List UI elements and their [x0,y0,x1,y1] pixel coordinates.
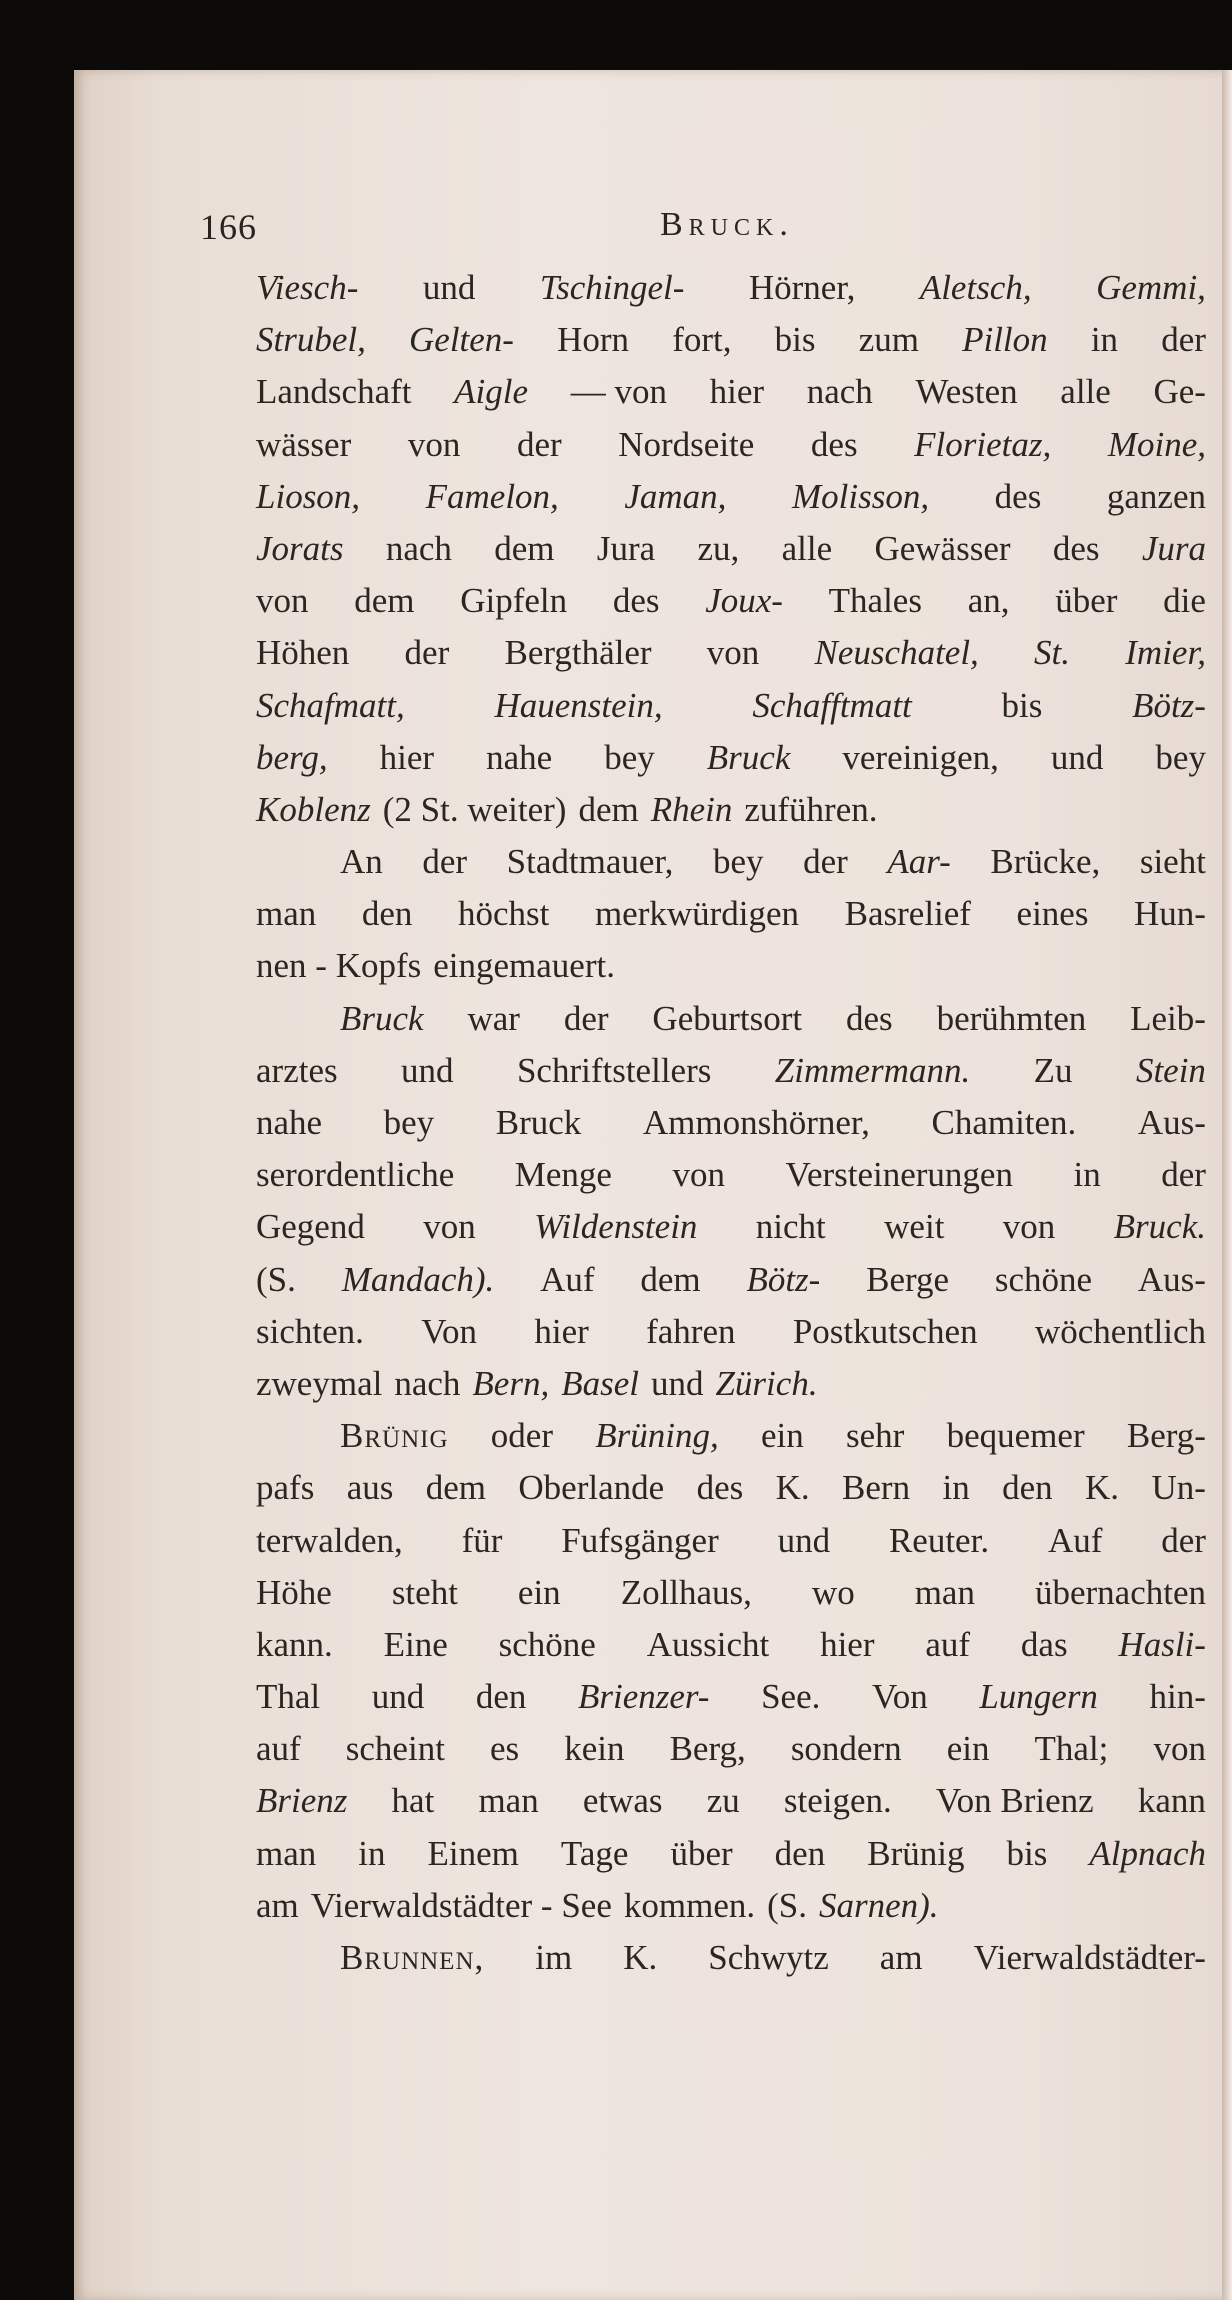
text-word: Florietaz, [914,424,1052,464]
text-word: Un- [1151,1468,1206,1508]
text-word: auf [256,1729,301,1769]
text-word: dem [494,528,555,568]
text-word: bis [1006,1833,1048,1873]
text-word: bey [712,842,764,882]
text-word: sieht [1139,842,1206,882]
text-word: dem [578,789,639,829]
text-word: den [475,1677,527,1717]
text-word: scheint [345,1729,445,1769]
text-word: dem [354,581,415,621]
text-word: der [1161,1520,1206,1560]
text-word: des [612,581,660,621]
text-word: Zollhaus, [620,1572,752,1612]
text-word: Bern, [472,1363,550,1403]
text-word: für [461,1520,503,1560]
text-word: K. [623,1938,658,1977]
text-word: Stein [1135,1050,1206,1090]
text-word: Von [871,1677,928,1717]
text-word: Sarnen). [818,1885,939,1925]
text-word: Wildenstein [534,1207,698,1247]
text-line [256,419,1206,471]
text-word: Gewässer [874,528,1011,568]
text-word: kein [564,1729,625,1769]
text-word: Jorats [256,528,344,568]
text-word: Neuschatel, [814,633,979,673]
text-word: Brienzer- [577,1677,710,1717]
text-word: eines [1016,894,1089,934]
text-word: fahren [646,1311,736,1351]
text-word: Menge [514,1155,612,1195]
text-word: (S. [767,1885,807,1925]
text-word: eingemauert. [433,946,615,986]
text-word: Pillon [962,320,1048,360]
text-word: ein [761,1416,804,1456]
text-word: dem [640,1259,701,1299]
text-word: steigen. [783,1781,892,1821]
text-word: Auf [1047,1520,1103,1560]
text-word: Aar- [887,842,951,882]
text-word: zu [706,1781,740,1821]
text-word: See. [761,1677,821,1717]
text-word: alle [1060,372,1111,412]
text-line [256,1671,1206,1723]
page-number: 166 [200,207,257,247]
text-line [256,471,1206,523]
text-word: Von [421,1311,477,1351]
text-word: von [423,1207,476,1247]
text-word: bequemer [946,1416,1085,1456]
text-line [256,732,1206,784]
text-word: der [1161,320,1206,360]
text-word: Brienz [256,1781,348,1821]
text-line [256,1515,1206,1567]
text-line [256,1097,1206,1149]
text-word: steht [391,1572,458,1612]
text-line [256,1358,1206,1410]
text-word: der [563,998,609,1038]
text-word: Vierwaldstädter - See [310,1885,612,1925]
text-word: hier [534,1311,589,1351]
text-word: Leib- [1130,998,1206,1038]
text-line [256,888,1206,940]
running-head: Bruck. [660,206,794,243]
text-word: der [422,842,468,882]
text-word: bey [1155,737,1206,777]
text-word: man [914,1572,975,1612]
text-word: des [846,998,893,1038]
text-word: berg, [256,737,328,777]
text-word: des [696,1468,744,1508]
text-word: der [404,633,450,673]
text-word: Brünig [340,1416,449,1456]
text-word: in [1090,320,1119,360]
text-word: Zimmermann. [774,1050,971,1090]
text-word: in [942,1468,970,1508]
text-word: Thales [828,581,922,621]
text-line [256,1254,1206,1306]
text-word: Nordseite [618,424,755,464]
text-word: Chamiten. [931,1103,1077,1142]
text-word: Hauenstein, [494,685,663,725]
text-line [256,1149,1206,1201]
text-word: Aus- [1137,1259,1206,1299]
text-word: Gemmi, [1096,268,1206,307]
text-word: Hasli- [1118,1624,1206,1664]
text-word: den [1002,1468,1053,1508]
text-word: Geburtsort [652,998,803,1038]
text-word: Bötz- [1132,685,1206,725]
text-word: hin- [1149,1677,1206,1717]
text-word: Schwytz [708,1938,829,1977]
text-word: hier [709,372,765,412]
text-line [256,366,1206,418]
text-word: zu, [697,528,740,568]
text-word: kann [1137,1781,1206,1821]
text-word: K. [775,1468,810,1508]
text-line [256,1306,1206,1358]
text-word: nahe [486,737,553,777]
text-word: dem [425,1468,487,1508]
text-word: — von [570,372,667,412]
text-word: höchst [457,894,550,934]
text-word: arztes [256,1050,338,1090]
text-word: (2 St. weiter) [382,789,567,829]
text-word: und [777,1520,831,1560]
text-word: von [706,633,760,673]
text-word: Aussicht [646,1624,770,1664]
text-word: schöne [498,1624,596,1664]
text-word: Westen [915,372,1018,412]
text-line [256,1775,1206,1827]
text-word: Bern [842,1468,911,1508]
page-edge [1222,70,1232,2300]
text-word: Bergthäler [504,633,652,673]
text-line [256,1410,1206,1462]
text-word: der [516,424,562,464]
text-word: und [1050,737,1104,777]
text-word: Joux- [705,581,783,621]
text-word: Imier, [1125,633,1206,673]
text-word: sondern [790,1729,902,1769]
text-word: pafs [256,1468,315,1508]
text-word: wo [811,1572,855,1612]
text-word: fort, [672,320,732,360]
body-text [256,262,1206,1984]
text-word: den [774,1833,826,1873]
text-word: Horn [557,320,630,360]
text-line [256,1201,1206,1253]
text-word: bis [1001,685,1043,725]
text-word: das [1020,1624,1068,1664]
text-line [256,523,1206,575]
text-line [256,627,1206,679]
text-word: Bruck. [1113,1207,1206,1247]
text-word: Berg, [669,1729,746,1769]
text-word: kann. [256,1624,333,1664]
text-word: Zürich. [715,1363,818,1403]
text-word: Brunnen, [340,1938,485,1977]
text-word: Basrelief [844,894,971,934]
text-word: Aigle [454,372,529,412]
text-word: nach [806,372,873,412]
text-word: des [994,476,1042,516]
text-word: von [407,424,461,464]
text-word: von [1002,1207,1056,1247]
text-word: Bruck [495,1103,582,1142]
text-word: Einem [427,1833,519,1873]
text-word: Versteinerungen [785,1155,1013,1195]
text-line [256,940,1206,992]
text-word: aus [346,1468,394,1508]
text-word: bis [774,320,816,360]
text-word: oder [490,1416,553,1456]
text-word: Eine [383,1624,448,1664]
text-word: Postkutschen [792,1311,978,1351]
text-word: sichten. [256,1311,364,1351]
text-word: vereinigen, [842,737,999,777]
text-word: merkwürdigen [594,894,800,934]
text-word: über [1055,581,1118,621]
text-word: Berg- [1126,1416,1206,1456]
text-line [256,1462,1206,1514]
text-word: wässer [256,424,352,464]
text-word: Tschingel- [539,268,685,307]
text-word: schöne [994,1259,1093,1299]
text-line [256,575,1206,627]
text-word: des [1052,528,1100,568]
text-word: ein [517,1572,561,1612]
text-line [256,1828,1206,1880]
text-word: von [256,581,309,621]
text-line [256,993,1206,1045]
text-word: Brünig [867,1833,965,1873]
text-word: berühmten [936,998,1087,1038]
text-word: An [340,842,383,882]
text-word: von [672,1155,726,1195]
text-line [256,1567,1206,1619]
text-word: Zu [1033,1050,1073,1090]
text-word: Vierwaldstädter- [973,1938,1206,1977]
text-word: nen - Kopfs [256,946,422,986]
text-word: Hörner, [748,268,856,307]
text-word: und [650,1363,704,1403]
text-word: hier [820,1624,875,1664]
text-word: ganzen [1106,476,1206,516]
text-word: der [1161,1155,1206,1195]
text-word: nach [394,1363,461,1403]
text-word: Mandach). [341,1259,495,1299]
text-word: Hun- [1134,894,1206,934]
text-word: alle [781,528,833,568]
text-word: Reuter. [888,1520,990,1560]
text-word: Rhein [650,789,733,829]
text-word: Oberlande [518,1468,665,1508]
text-word: und [422,268,476,307]
text-word: und [401,1050,454,1090]
text-word: hier [379,737,435,777]
text-word: Fufsgänger [561,1520,719,1560]
text-word: hat [391,1781,435,1821]
text-word: Schriftstellers [516,1050,712,1090]
text-word: weit [884,1207,945,1247]
text-word: Von Brienz [935,1781,1094,1821]
text-word: im [535,1938,573,1977]
text-word: nahe [256,1103,323,1142]
text-word: wöchentlich [1034,1311,1206,1351]
text-word: Bruck [340,998,424,1038]
text-word: Lungern [979,1677,1098,1717]
text-word: nach [385,528,452,568]
text-word: in [1073,1155,1101,1195]
text-word: Jura [596,528,656,568]
text-word: über [670,1833,733,1873]
text-word: an, [967,581,1010,621]
text-word: Bötz- [746,1259,821,1299]
text-word: Auf [540,1259,595,1299]
text-line [256,1880,1206,1932]
text-word: Alpnach [1089,1833,1206,1873]
text-word: Ammonshörner, [642,1103,870,1142]
text-word: man [256,894,317,934]
text-line [256,836,1206,888]
text-word: Höhe [256,1572,332,1612]
text-word: Berge [866,1259,950,1299]
text-word: Jura [1141,528,1206,568]
text-line [256,314,1206,366]
text-word: ein [946,1729,990,1769]
text-word: am [879,1938,923,1977]
text-word: Schafftmatt [752,685,912,725]
text-word: sehr [846,1416,905,1456]
text-word: Höhen [256,633,350,673]
text-word: Ge- [1153,372,1206,412]
text-word: übernachten [1034,1572,1206,1612]
text-word: die [1163,581,1206,621]
text-line [256,1723,1206,1775]
text-word: es [490,1729,520,1769]
text-word: und [371,1677,425,1717]
text-word: K. [1085,1468,1120,1508]
text-word: Aletsch, [919,268,1032,307]
text-word: Schafmatt, [256,685,405,725]
text-word: bey [383,1103,435,1142]
text-word: Strubel, [256,320,366,360]
text-word: man [478,1781,539,1821]
text-word: zweymal [256,1363,383,1403]
text-word: Lioson, [256,476,361,516]
text-word: bey [604,737,655,777]
text-line [256,262,1206,314]
text-line [256,680,1206,732]
text-word: am [256,1885,299,1925]
text-word: Gelten- [409,320,514,360]
text-word: auf [925,1624,971,1664]
text-word: Tage [560,1833,629,1873]
text-word: kommen. [623,1885,756,1925]
text-word: des [810,424,858,464]
text-word: Moine, [1107,424,1206,464]
text-word: Brüning, [595,1416,719,1456]
text-word: Gipfeln [460,581,568,621]
text-word: Koblenz [256,789,371,829]
text-word: Famelon, [425,476,559,516]
text-word: den [361,894,413,934]
text-word: Brücke, [990,842,1101,882]
text-word: zum [858,320,919,360]
text-word: Molisson, [791,476,930,516]
text-word: Viesch- [256,268,359,307]
text-word: zuführen. [744,789,878,829]
page-header [200,126,1200,247]
text-word: Thal; [1034,1729,1109,1769]
text-line [256,1932,1206,1984]
text-line [256,1045,1206,1097]
text-word: von [1153,1729,1206,1769]
text-word: in [358,1833,386,1873]
text-word: Stadtmauer, [506,842,674,882]
text-line [256,1619,1206,1671]
text-word: Gegend [256,1207,365,1247]
text-word: nicht [755,1207,826,1247]
text-word: Bruck [706,737,791,777]
text-word: Jaman, [624,476,727,516]
text-word: St. [1034,633,1071,673]
text-word: war [467,998,520,1038]
text-word: (S. [256,1259,296,1299]
text-word: terwalden, [256,1520,403,1560]
text-word: der [803,842,848,882]
text-word: Landschaft [256,372,412,412]
text-word: serordentliche [256,1155,455,1195]
text-line [256,784,1206,836]
text-word: Thal [256,1677,321,1717]
text-word: Basel [561,1363,639,1403]
text-word: etwas [582,1781,663,1821]
text-word: Aus- [1137,1103,1206,1142]
text-word: man [256,1833,317,1873]
